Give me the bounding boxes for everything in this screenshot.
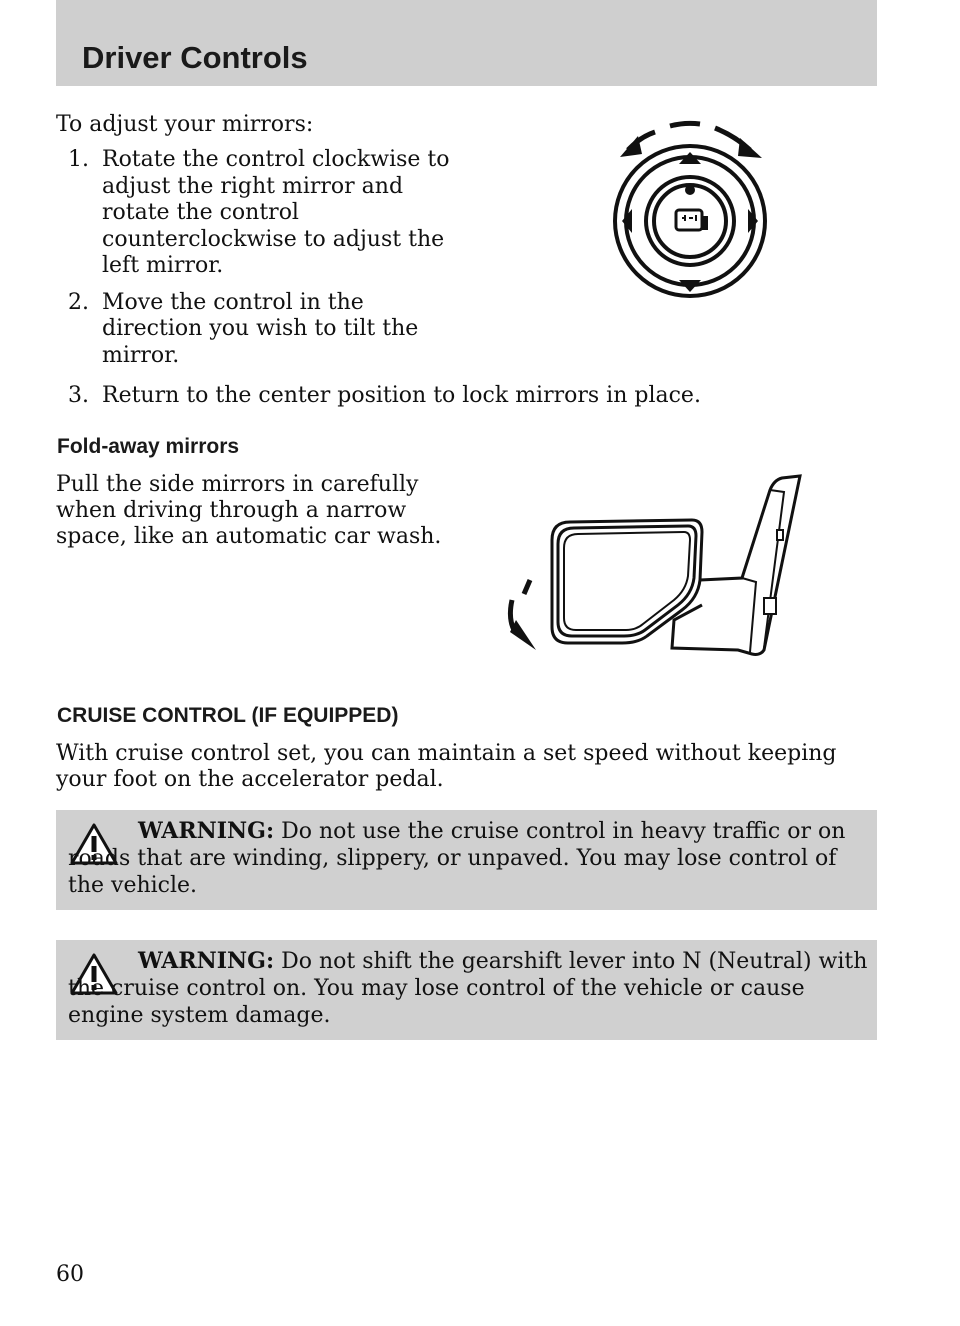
step-number: 3. [68, 383, 89, 408]
warning-body: Do not shift the gearshift lever into N (Neutral) with the cruise control on. You may lose control of the vehicle or cause engine system damage. [68, 949, 868, 1028]
step-text: Move the control in the direction you wish to tilt the mirror. [102, 289, 419, 368]
fold-away-heading: Fold-away mirrors [57, 435, 240, 458]
warning-text [68, 948, 868, 1029]
warning-box [56, 810, 877, 910]
mirror-step-1 [68, 147, 468, 280]
warning-label: WARNING: [138, 818, 275, 844]
step-number: 1. [68, 147, 89, 172]
mirror-step-3 [68, 383, 862, 409]
step-text: Return to the center position to lock mirrors in place. [102, 383, 701, 408]
warning-label: WARNING: [138, 948, 275, 974]
section-title: Driver Controls [82, 40, 308, 75]
page-number: 60 [56, 1262, 84, 1287]
warning-body: Do not use the cruise control in heavy traffic or on roads that are winding, slippery, or unpaved. You may lose control of the vehicle. [68, 819, 846, 898]
step-text: Rotate the control clockwise to adjust the right mirror and rotate the control counterclockwise to adjust the left mirror. [102, 147, 450, 278]
cruise-control-text: With cruise control set, you can maintain a set speed without keeping your foot on the accelerator pedal. [56, 741, 837, 792]
mirror-control-illustration [600, 112, 780, 302]
mirror-steps-list [68, 147, 468, 379]
fold-away-text: Pull the side mirrors in carefully when driving through a narrow space, like an automatic car wash. [56, 472, 442, 549]
cruise-control-heading: CRUISE CONTROL (IF EQUIPPED) [57, 704, 399, 727]
page-header [56, 0, 877, 86]
step-number: 2. [68, 289, 89, 315]
mirror-step-2 [68, 290, 468, 370]
mirror-adjust-intro: To adjust your mirrors: [56, 112, 314, 137]
warning-text [68, 818, 868, 899]
warning-box [56, 940, 877, 1040]
fold-away-mirror-illustration [502, 470, 802, 670]
